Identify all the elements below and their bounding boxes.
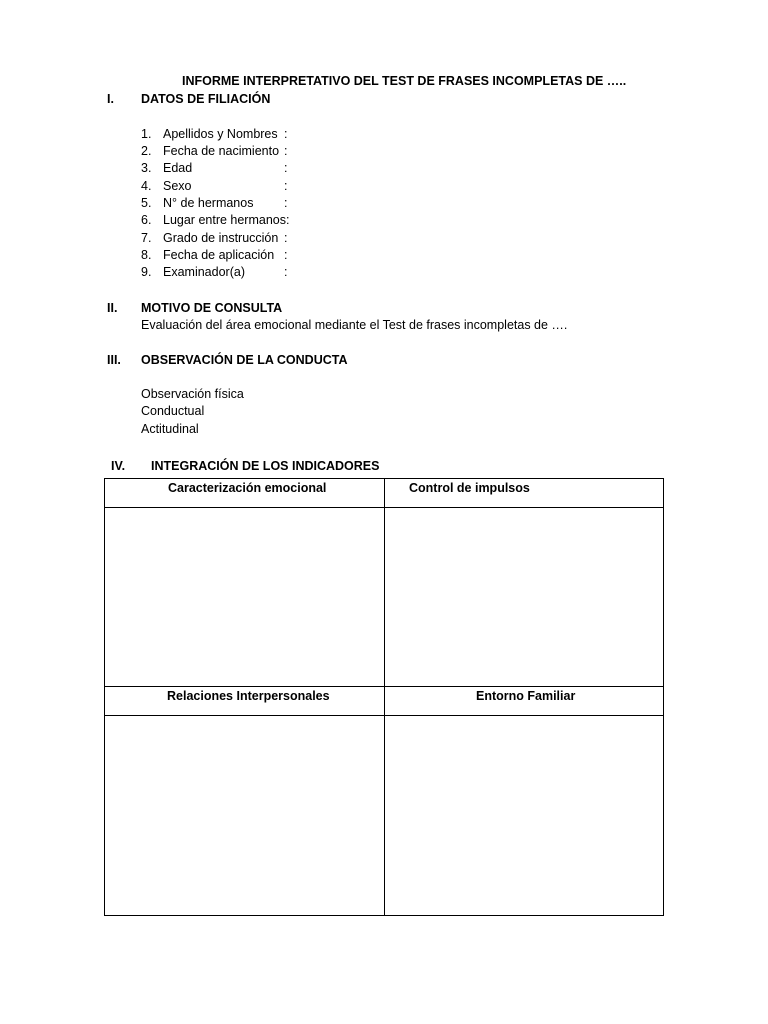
item-number: 1.	[141, 127, 152, 141]
cell-header-entorno-familiar	[385, 687, 664, 716]
item-label-lugar-hermanos: Lugar entre hermanos:	[163, 213, 290, 227]
item-number: 3.	[141, 161, 152, 175]
item-colon: :	[284, 179, 288, 193]
indicators-table	[104, 478, 664, 916]
item-label-examinador: Examinador(a)	[163, 265, 245, 279]
item-number: 7.	[141, 231, 152, 245]
cell-header-label: Relaciones Interpersonales	[167, 689, 330, 703]
section-4-heading: INTEGRACIÓN DE LOS INDICADORES	[151, 459, 380, 473]
section-4-numeral: IV.	[111, 459, 126, 473]
cell-header-label: Entorno Familiar	[476, 689, 576, 703]
observation-line: Conductual	[141, 404, 205, 418]
item-colon: :	[284, 127, 288, 141]
section-2-heading: MOTIVO DE CONSULTA	[141, 301, 283, 315]
item-label-hermanos: N° de hermanos	[163, 196, 254, 210]
section-2-text: Evaluación del área emocional mediante el Test de frases incompletas de ….	[141, 318, 568, 332]
item-label-fecha-nacimiento: Fecha de nacimiento	[163, 144, 280, 158]
item-label-apellidos: Apellidos y Nombres	[163, 127, 278, 141]
cell-header-control-impulsos	[385, 479, 664, 508]
document-title: INFORME INTERPRETATIVO DEL TEST DE FRASES INCOMPLETAS DE …..	[182, 74, 627, 88]
item-number: 2.	[141, 144, 152, 158]
observation-line: Actitudinal	[141, 422, 199, 436]
cell-body-entorno-familiar[interactable]	[385, 716, 664, 916]
item-colon: :	[284, 248, 288, 262]
item-label-edad: Edad	[163, 161, 193, 175]
cell-header-label: Control de impulsos	[409, 481, 530, 495]
cell-body-caracterizacion[interactable]	[105, 508, 385, 687]
observation-line: Observación física	[141, 387, 244, 401]
cell-header-relaciones	[105, 687, 385, 716]
cell-body-relaciones[interactable]	[105, 716, 385, 916]
item-label-grado-instruccion: Grado de instrucción	[163, 231, 279, 245]
item-number: 9.	[141, 265, 152, 279]
section-3-heading: OBSERVACIÓN DE LA CONDUCTA	[141, 353, 348, 367]
section-2-numeral: II.	[107, 301, 118, 315]
cell-header-caracterizacion	[105, 479, 385, 508]
item-colon: :	[284, 265, 288, 279]
item-colon: :	[284, 144, 288, 158]
item-label-sexo: Sexo	[163, 179, 192, 193]
section-1-heading: DATOS DE FILIACIÓN	[141, 92, 271, 106]
cell-body-control-impulsos[interactable]	[385, 508, 664, 687]
item-number: 6.	[141, 213, 152, 227]
section-3-numeral: III.	[107, 353, 121, 367]
item-colon: :	[284, 231, 288, 245]
section-1-numeral: I.	[107, 92, 114, 106]
item-colon: :	[284, 161, 288, 175]
cell-header-label: Caracterización emocional	[168, 481, 327, 495]
item-number: 8.	[141, 248, 152, 262]
item-number: 5.	[141, 196, 152, 210]
item-label-fecha-aplicacion: Fecha de aplicación	[163, 248, 275, 262]
item-number: 4.	[141, 179, 152, 193]
item-colon: :	[284, 196, 288, 210]
